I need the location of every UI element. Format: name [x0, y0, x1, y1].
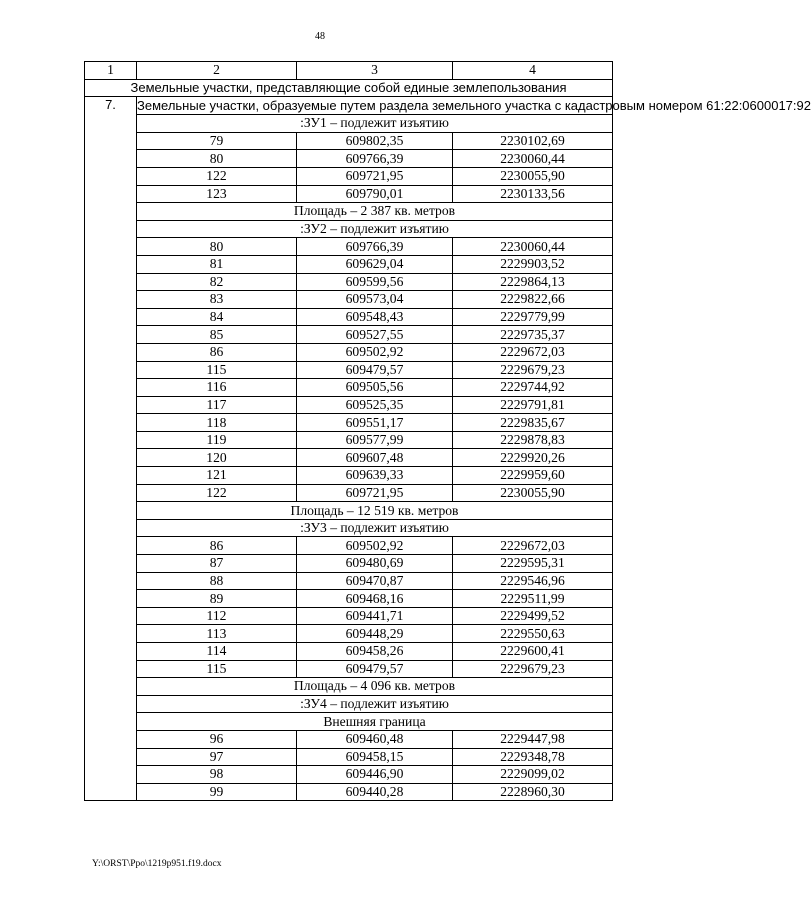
- point-number: 82: [137, 273, 297, 291]
- table-row: [85, 449, 613, 467]
- group-area: Площадь – 2 387 кв. метров: [137, 203, 613, 221]
- section-title: Земельные участки, представляющие собой единые землепользования: [85, 79, 613, 97]
- point-number: 115: [137, 660, 297, 678]
- coord-x: 609766,39: [297, 150, 453, 168]
- coord-x: 609441,71: [297, 607, 453, 625]
- point-number: 112: [137, 607, 297, 625]
- coord-y: 2228960,30: [453, 783, 613, 801]
- coord-x: 609468,16: [297, 590, 453, 608]
- coord-x: 609446,90: [297, 766, 453, 784]
- coord-x: 609479,57: [297, 361, 453, 379]
- point-number: 123: [137, 185, 297, 203]
- table-row: [85, 414, 613, 432]
- group-title: :ЗУ4 – подлежит изъятию: [137, 695, 613, 713]
- table-row: [85, 590, 613, 608]
- point-number: 86: [137, 343, 297, 361]
- coord-x: 609551,17: [297, 414, 453, 432]
- coord-y: 2229679,23: [453, 361, 613, 379]
- coord-x: 609607,48: [297, 449, 453, 467]
- table-row: [85, 185, 613, 203]
- table-row: [85, 150, 613, 168]
- header-row: [85, 62, 613, 80]
- coord-y: 2229600,41: [453, 643, 613, 661]
- group-title: :ЗУ2 – подлежит изъятию: [137, 220, 613, 238]
- coord-x: 609639,33: [297, 467, 453, 485]
- header-col-2: 2: [137, 62, 297, 80]
- coord-x: 609440,28: [297, 783, 453, 801]
- coord-x: 609458,15: [297, 748, 453, 766]
- group-area-row: [85, 502, 613, 520]
- coord-x: 609790,01: [297, 185, 453, 203]
- table-row: [85, 308, 613, 326]
- group-title: :ЗУ1 – подлежит изъятию: [137, 115, 613, 133]
- coord-y: 2230102,69: [453, 132, 613, 150]
- table-row: [85, 730, 613, 748]
- point-number: 88: [137, 572, 297, 590]
- table-row: [85, 291, 613, 309]
- table-row: [85, 238, 613, 256]
- group-subtitle-row: [85, 713, 613, 731]
- table-row: [85, 484, 613, 502]
- coord-y: 2229864,13: [453, 273, 613, 291]
- coord-y: 2229499,52: [453, 607, 613, 625]
- coord-x: 609458,26: [297, 643, 453, 661]
- point-number: 85: [137, 326, 297, 344]
- point-number: 86: [137, 537, 297, 555]
- table-row: [85, 273, 613, 291]
- table-row: [85, 167, 613, 185]
- coord-x: 609479,57: [297, 660, 453, 678]
- table-row: [85, 748, 613, 766]
- table-row: [85, 555, 613, 573]
- point-number: 122: [137, 484, 297, 502]
- coord-y: 2229903,52: [453, 255, 613, 273]
- coord-y: 2229920,26: [453, 449, 613, 467]
- coord-y: 2230133,56: [453, 185, 613, 203]
- coord-y: 2229546,96: [453, 572, 613, 590]
- table-row: [85, 361, 613, 379]
- point-number: 99: [137, 783, 297, 801]
- point-number: 118: [137, 414, 297, 432]
- item-title-row: [85, 97, 613, 115]
- coord-x: 609802,35: [297, 132, 453, 150]
- group-title-row: [85, 519, 613, 537]
- coord-y: 2230060,44: [453, 150, 613, 168]
- coord-x: 609448,29: [297, 625, 453, 643]
- point-number: 89: [137, 590, 297, 608]
- point-number: 119: [137, 431, 297, 449]
- group-title: :ЗУ3 – подлежит изъятию: [137, 519, 613, 537]
- section-title-row: [85, 79, 613, 97]
- point-number: 80: [137, 150, 297, 168]
- point-number: 121: [137, 467, 297, 485]
- point-number: 115: [137, 361, 297, 379]
- item-number: 7.: [85, 97, 137, 801]
- coord-y: 2230055,90: [453, 167, 613, 185]
- point-number: 87: [137, 555, 297, 573]
- table-row: [85, 660, 613, 678]
- coord-x: 609766,39: [297, 238, 453, 256]
- coord-x: 609470,87: [297, 572, 453, 590]
- point-number: 80: [137, 238, 297, 256]
- table-row: [85, 431, 613, 449]
- group-title-row: [85, 220, 613, 238]
- point-number: 114: [137, 643, 297, 661]
- table-row: [85, 625, 613, 643]
- coord-x: 609548,43: [297, 308, 453, 326]
- coord-y: 2229735,37: [453, 326, 613, 344]
- table-row: [85, 467, 613, 485]
- table-row: [85, 766, 613, 784]
- coord-y: 2230060,44: [453, 238, 613, 256]
- group-title-row: [85, 115, 613, 133]
- table-row: [85, 132, 613, 150]
- coord-x: 609721,95: [297, 484, 453, 502]
- point-number: 84: [137, 308, 297, 326]
- coord-y: 2229447,98: [453, 730, 613, 748]
- coord-x: 609629,04: [297, 255, 453, 273]
- header-col-1: 1: [85, 62, 137, 80]
- coord-x: 609577,99: [297, 431, 453, 449]
- coord-x: 609599,56: [297, 273, 453, 291]
- coord-y: 2229679,23: [453, 660, 613, 678]
- group-area-row: [85, 203, 613, 221]
- point-number: 98: [137, 766, 297, 784]
- coord-x: 609505,56: [297, 379, 453, 397]
- coord-y: 2229511,99: [453, 590, 613, 608]
- group-title-row: [85, 695, 613, 713]
- table-row: [85, 537, 613, 555]
- coordinates-table: [84, 61, 811, 801]
- coord-x: 609573,04: [297, 291, 453, 309]
- coord-x: 609460,48: [297, 730, 453, 748]
- point-number: 117: [137, 396, 297, 414]
- point-number: 79: [137, 132, 297, 150]
- table-row: [85, 783, 613, 801]
- group-subtitle: Внешняя граница: [137, 713, 613, 731]
- header-col-3: 3: [297, 62, 453, 80]
- coord-y: 2229779,99: [453, 308, 613, 326]
- table-row: [85, 396, 613, 414]
- coord-y: 2229959,60: [453, 467, 613, 485]
- table-row: [85, 343, 613, 361]
- coord-y: 2229099,02: [453, 766, 613, 784]
- coord-x: 609502,92: [297, 343, 453, 361]
- coord-y: 2229744,92: [453, 379, 613, 397]
- coord-y: 2229878,83: [453, 431, 613, 449]
- point-number: 113: [137, 625, 297, 643]
- point-number: 116: [137, 379, 297, 397]
- page-number: 48: [315, 31, 325, 42]
- point-number: 96: [137, 730, 297, 748]
- table-row: [85, 379, 613, 397]
- coord-y: 2229550,63: [453, 625, 613, 643]
- point-number: 122: [137, 167, 297, 185]
- header-col-4: 4: [453, 62, 613, 80]
- coord-y: 2230055,90: [453, 484, 613, 502]
- table-row: [85, 572, 613, 590]
- coord-y: 2229822,66: [453, 291, 613, 309]
- point-number: 97: [137, 748, 297, 766]
- coord-x: 609527,55: [297, 326, 453, 344]
- point-number: 83: [137, 291, 297, 309]
- item-title: Земельные участки, образуемые путем раздела земельного участка с кадастровым номером 61:22:0600017:92: [137, 98, 811, 114]
- table-row: [85, 255, 613, 273]
- point-number: 81: [137, 255, 297, 273]
- coord-y: 2229672,03: [453, 537, 613, 555]
- coord-y: 2229835,67: [453, 414, 613, 432]
- group-area-row: [85, 678, 613, 696]
- coord-x: 609721,95: [297, 167, 453, 185]
- coord-y: 2229595,31: [453, 555, 613, 573]
- point-number: 120: [137, 449, 297, 467]
- coord-x: 609502,92: [297, 537, 453, 555]
- coord-y: 2229348,78: [453, 748, 613, 766]
- coord-y: 2229672,03: [453, 343, 613, 361]
- group-area: Площадь – 12 519 кв. метров: [137, 502, 613, 520]
- table-row: [85, 607, 613, 625]
- group-area: Площадь – 4 096 кв. метров: [137, 678, 613, 696]
- footer-file-path: Y:\ORST\Ppo\1219p951.f19.docx: [92, 859, 222, 869]
- table-row: [85, 326, 613, 344]
- coord-y: 2229791,81: [453, 396, 613, 414]
- coord-x: 609525,35: [297, 396, 453, 414]
- table-row: [85, 643, 613, 661]
- coord-x: 609480,69: [297, 555, 453, 573]
